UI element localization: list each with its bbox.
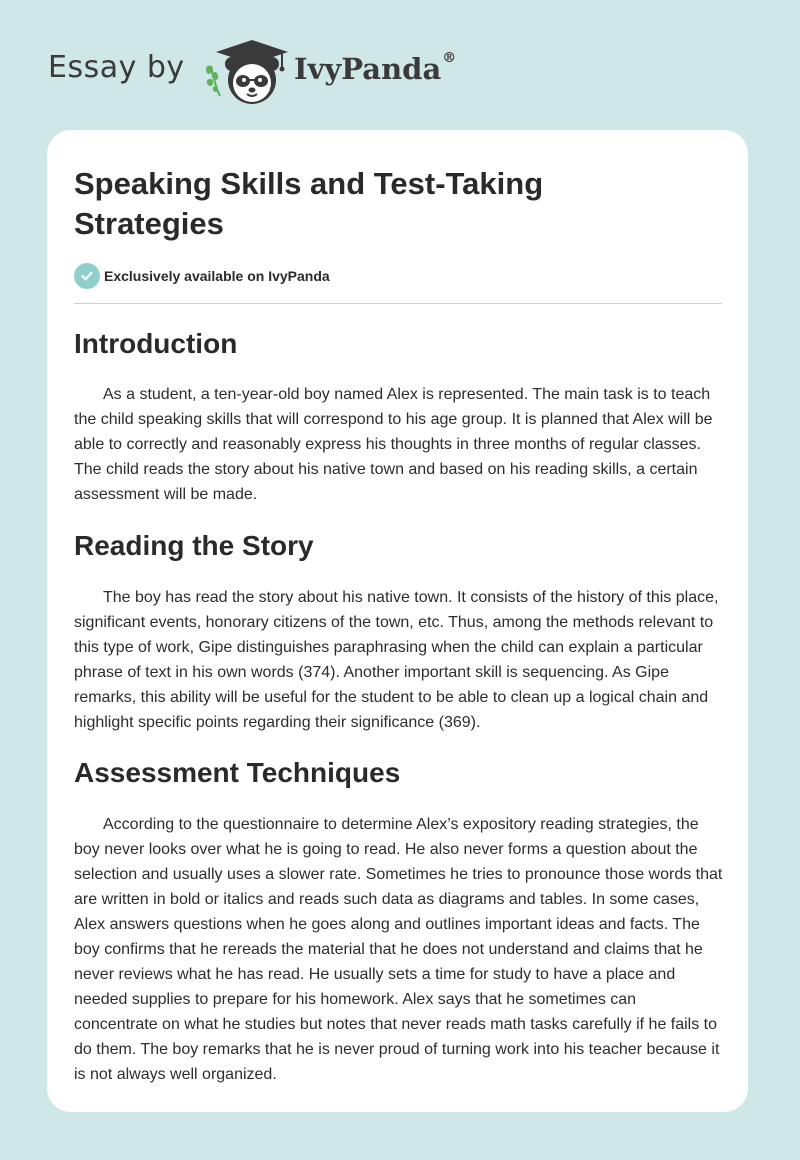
essay-card [47,130,748,1112]
section-heading: Assessment Techniques [74,757,401,788]
panda-graduate-icon[interactable] [202,36,292,108]
essay-by-label: Essay by [48,50,185,85]
exclusive-badge-text: Exclusively available on IvyPanda [104,268,330,284]
section-introduction [74,327,724,507]
essay-title: Speaking Skills and Test-Taking Strategies [74,166,544,241]
section-reading-the-story [74,529,724,735]
brand-name[interactable] [294,52,456,86]
brand-name-text: IvyPanda [294,52,442,86]
section-paragraph: The boy has read the story about his native town. It consists of the history of this place, significant events, honorary citizens of the town, etc. Thus, among the methods relevant to this type of work, Gipe distinguishes paraphrasing when the child can explain a particular phrase of text in his own words (374). Another important skill is sequencing. As Gipe remarks, this ability will be useful for the student to be able to clean up a logical chain and highlight specific points regarding their significance (369). [74,589,719,731]
site-header [0,0,800,120]
registered-mark: ® [442,50,457,66]
section-assessment-techniques [74,756,724,1087]
section-paragraph: According to the questionnaire to determine Alex’s expository reading strategies, the boy never looks over what he is going to read. He also never forms a question about the selection and usually uses a slower rate. Sometimes he tries to pronounce those words that are written in bold or italics and reads such data as diagrams and tables. In some cases, Alex answers questions when he goes along and outlines important ideas and facts. The boy confirms that he rereads the material that he does not understand and claims that he never reviews what he has read. He usually sets a time for study to have a place and needed supplies to prepare for his homework. Alex says that he sometimes can concentrate on what he studies but notes that never reads math tasks carefully if he fails to do them. The boy remarks that he is never proud of turning work into his teacher because it is not always well organized. [74,816,723,1083]
section-paragraph: As a student, a ten-year-old boy named Alex is represented. The main task is to teach the child speaking skills that will correspond to his age group. It is planned that Alex will be able to correctly and reasonably express his thoughts in three months of regular classes. The child reads the story about his native town and based on his reading skills, a certain assessment will be made. [74,386,713,503]
section-heading: Reading the Story [74,530,314,561]
title-divider [74,303,722,304]
exclusive-badge [74,263,330,289]
section-heading: Introduction [74,328,238,359]
check-circle-icon [74,263,100,289]
